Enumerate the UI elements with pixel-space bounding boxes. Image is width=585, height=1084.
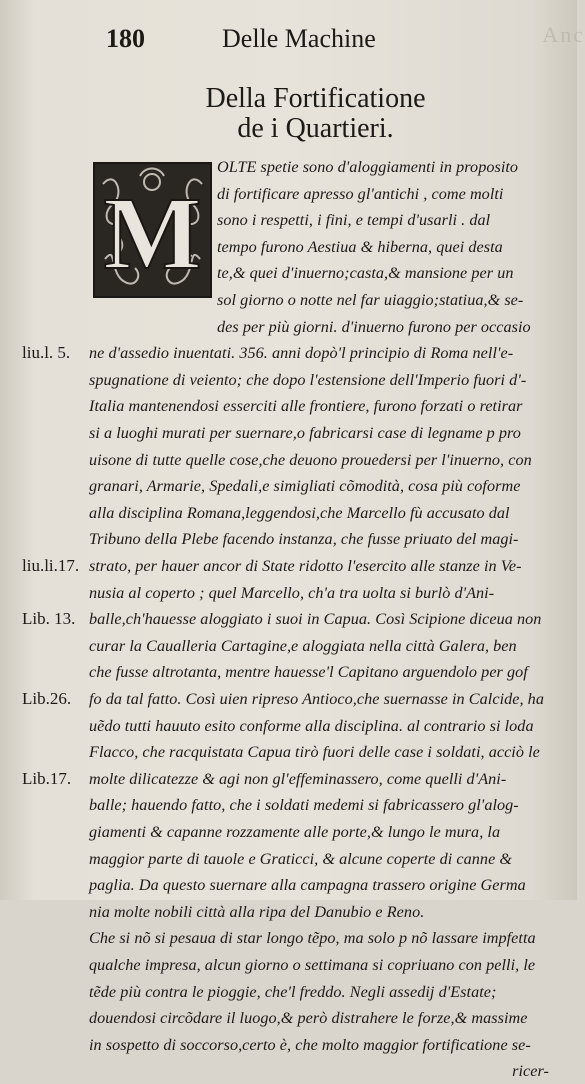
text-line: des per più giorni. d'inuerno furono per occasio	[217, 317, 531, 336]
chapter-title-line-1: Della Fortificatione	[205, 83, 426, 114]
text-line: nusia al coperto ; quel Marcello, ch'a tra uolta si burlò d'Ani-	[89, 583, 495, 602]
text-line: Tribuno della Plebe facendo instanza, che fusse priuato del magi-	[89, 530, 519, 549]
text-line: strato, per hauer ancor di State ridotto l'esercito alle stanze in Ve-	[89, 557, 522, 575]
text-line: curar la Caualleria Cartagine,e aloggiata nella città Galera, ben	[89, 636, 517, 655]
text-line: Che si nõ si pesaua di star longo tẽpo, ma solo p nõ lassare impfetta	[89, 929, 536, 948]
margin-note: liu.l. 5.	[22, 343, 71, 363]
text-line: spugnatione di veiento; che dopo l'estensione dell'Imperio fuori d'-	[89, 370, 527, 389]
margin-note: Lib. 13.	[22, 609, 76, 629]
margin-note: Lib.17.	[22, 768, 72, 788]
text-line: maggior parte di tauole e Graticci, & alcune coperte di canne &	[89, 849, 513, 868]
text-line: nia molte nobili città alla ripa del Danubio e Reno.	[89, 902, 425, 921]
drop-cap-ornament	[93, 162, 212, 298]
text-line: paglia. Da questo suernare alla campagna trassero origine Germa	[89, 876, 526, 895]
text-line: si a luoghi murati per suernare,o fabricarsi case di legname p pro	[89, 424, 521, 442]
margin-note: Lib.26.	[22, 689, 72, 708]
text-line: fo da tal fatto. Così uien ripreso Antioco,che suernasse in Calcide, ha	[89, 690, 544, 708]
text-line: molte dilicatezze & agi non gl'effeminassero, come quelli d'Ani-	[89, 769, 507, 788]
page-number: 180	[106, 24, 145, 53]
text-line: di fortificare apresso gl'antichi , come molti	[217, 184, 504, 203]
text-line: giamenti & capanne rozzamente alle porte,& lungo le mura, la	[89, 823, 501, 841]
text-line: qualche impresa, alcun giorno o settimana si copriuano con pelli, le	[89, 956, 536, 974]
text-line: balle; hauendo fatto, che i soldati medemi si fabricassero gl'alog-	[89, 796, 519, 815]
chapter-title	[0, 84, 577, 144]
text-line: in sospetto di soccorso,certo è, che molto maggior fortificatione se-	[89, 1035, 531, 1054]
text-line: che fusse altrotanta, mentre hauesse'l Capitano arguendolo per gof	[89, 663, 528, 682]
margin-note: liu.li.17.	[22, 556, 80, 575]
drop-cap-letter: M	[103, 176, 202, 291]
text-line: Italia mantenendosi esserciti alle frontiere, furono forzati o retirar	[89, 397, 523, 416]
bleed-through-text: Anc	[542, 22, 585, 47]
text-line: uisone di tutte quelle cose,che deuono prouedersi per l'inuerno, con	[89, 450, 532, 469]
text-line: ricer-	[512, 1062, 549, 1081]
text-line: douendosi circõdare il luogo,& però distrahere le forze,& massime	[89, 1009, 528, 1028]
text-line: tẽde più contra le pioggie, che'l freddo. Negli assedij d'Estate;	[89, 982, 497, 1001]
text-line: sol giorno o notte nel far uiaggio;statiua,& se-	[217, 291, 524, 309]
text-line: uẽdo tutti hauuto esito conforme alla disciplina. al contrario si loda	[89, 716, 534, 735]
text-line: alla disciplina Romana,leggendosi,che Marcello fù accusato dal	[89, 503, 510, 522]
text-line: granari, Armarie, Spedali,e simigliati cõmodità, cosa più coforme	[89, 477, 521, 496]
text-line: Flacco, che racquistata Capua tirò fuori delle case i soldati, acciò le	[89, 743, 540, 762]
running-head: Delle Machine	[222, 24, 376, 53]
text-line: ne d'assedio inuentati. 356. anni dopò'l principio di Roma nell'e-	[89, 344, 514, 363]
text-line: OLTE spetie sono d'aloggiamenti in proposito	[217, 158, 519, 176]
page-header	[0, 20, 577, 60]
text-line: te,& quei d'inuerno;casta,& mansione per un	[217, 264, 514, 283]
text-line: balle,ch'hauesse aloggiato i suoi in Capua. Così Scipione diceua non	[89, 610, 542, 629]
chapter-title-line-2: de i Quartieri.	[237, 113, 394, 144]
text-line: tempo furono Aestiua & hiberna, quei desta	[217, 237, 503, 256]
drop-cap-illustration	[95, 164, 210, 296]
text-line: sono i respetti, i fini, e tempi d'usarli . dal	[217, 211, 491, 230]
